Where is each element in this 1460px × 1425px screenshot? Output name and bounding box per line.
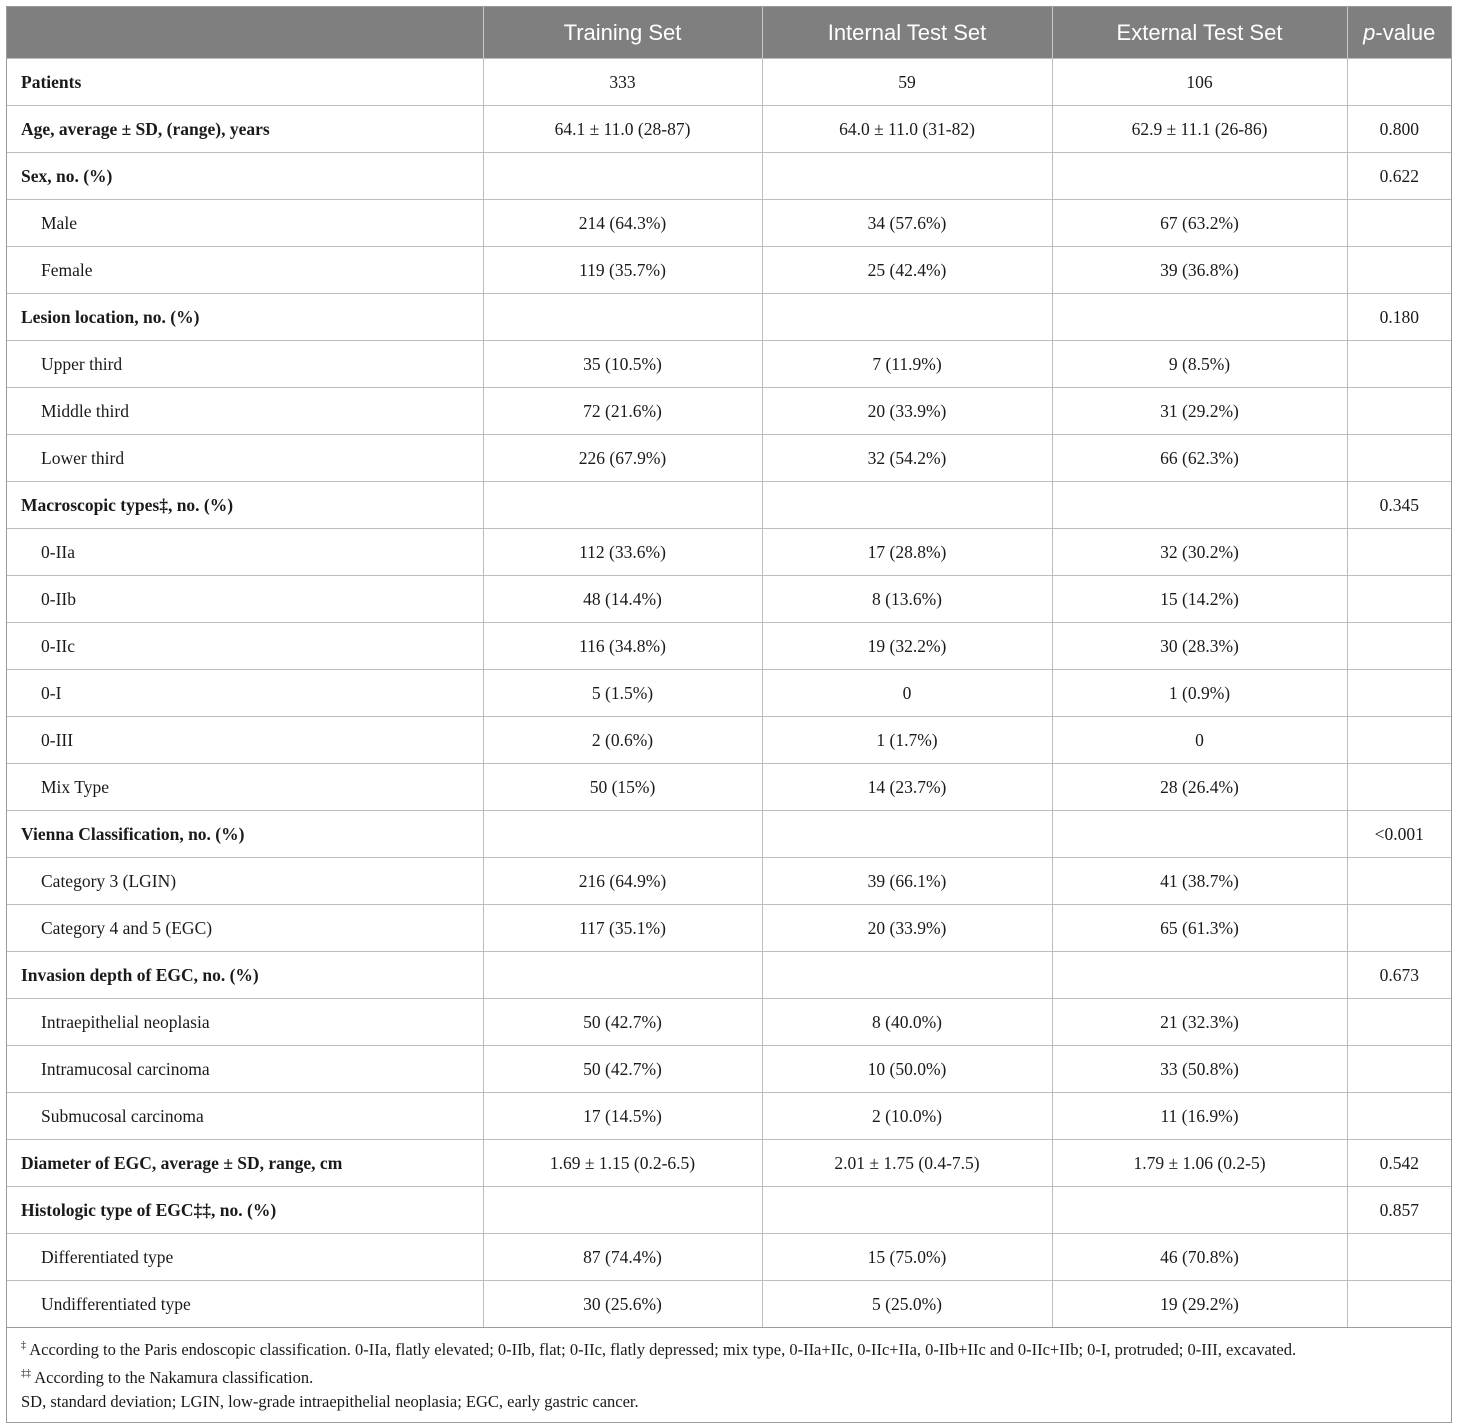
internal-test-set-value: 64.0 ± 11.0 (31-82) [762, 106, 1052, 153]
row-label: Intraepithelial neoplasia [7, 999, 483, 1046]
p-value [1347, 200, 1451, 247]
row-label: Histologic type of EGC‡‡, no. (%) [7, 1187, 483, 1234]
row-label: Intramucosal carcinoma [7, 1046, 483, 1093]
table-row [7, 200, 1451, 247]
p-value [1347, 623, 1451, 670]
table-row [7, 294, 1451, 341]
header-internal-test-set: Internal Test Set [762, 7, 1052, 59]
table-row [7, 1140, 1451, 1187]
row-label: Submucosal carcinoma [7, 1093, 483, 1140]
row-label: Mix Type [7, 764, 483, 811]
training-set-value [483, 952, 762, 999]
p-value: 0.180 [1347, 294, 1451, 341]
external-test-set-value: 33 (50.8%) [1052, 1046, 1347, 1093]
row-label: Patients [7, 59, 483, 106]
internal-test-set-value: 2.01 ± 1.75 (0.4-7.5) [762, 1140, 1052, 1187]
p-value [1347, 388, 1451, 435]
training-set-value: 64.1 ± 11.0 (28-87) [483, 106, 762, 153]
p-value [1347, 717, 1451, 764]
training-set-value: 50 (42.7%) [483, 999, 762, 1046]
external-test-set-value: 11 (16.9%) [1052, 1093, 1347, 1140]
p-value [1347, 1234, 1451, 1281]
p-value [1347, 999, 1451, 1046]
internal-test-set-value: 5 (25.0%) [762, 1281, 1052, 1328]
header-external-test-set: External Test Set [1052, 7, 1347, 59]
p-value: 0.857 [1347, 1187, 1451, 1234]
internal-test-set-value: 14 (23.7%) [762, 764, 1052, 811]
external-test-set-value: 28 (26.4%) [1052, 764, 1347, 811]
table-row [7, 247, 1451, 294]
p-value [1347, 764, 1451, 811]
internal-test-set-value: 59 [762, 59, 1052, 106]
external-test-set-value: 0 [1052, 717, 1347, 764]
external-test-set-value [1052, 811, 1347, 858]
table-row [7, 106, 1451, 153]
training-set-value: 72 (21.6%) [483, 388, 762, 435]
training-set-value: 48 (14.4%) [483, 576, 762, 623]
table-row [7, 1046, 1451, 1093]
internal-test-set-value: 8 (40.0%) [762, 999, 1052, 1046]
footnote-mark: ‡‡ [21, 1368, 31, 1379]
internal-test-set-value: 32 (54.2%) [762, 435, 1052, 482]
external-test-set-value [1052, 153, 1347, 200]
p-value [1347, 529, 1451, 576]
external-test-set-value: 62.9 ± 11.1 (26-86) [1052, 106, 1347, 153]
training-set-value: 116 (34.8%) [483, 623, 762, 670]
training-set-value: 17 (14.5%) [483, 1093, 762, 1140]
p-value: <0.001 [1347, 811, 1451, 858]
p-value: 0.622 [1347, 153, 1451, 200]
internal-test-set-value: 17 (28.8%) [762, 529, 1052, 576]
external-test-set-value [1052, 952, 1347, 999]
p-value [1347, 576, 1451, 623]
training-set-value [483, 294, 762, 341]
internal-test-set-value [762, 482, 1052, 529]
table-row [7, 482, 1451, 529]
training-set-value [483, 1187, 762, 1234]
table-row [7, 623, 1451, 670]
training-set-value: 50 (42.7%) [483, 1046, 762, 1093]
row-label: Vienna Classification, no. (%) [7, 811, 483, 858]
row-label: Undifferentiated type [7, 1281, 483, 1328]
internal-test-set-value: 15 (75.0%) [762, 1234, 1052, 1281]
external-test-set-value: 1 (0.9%) [1052, 670, 1347, 717]
row-label: Male [7, 200, 483, 247]
external-test-set-value: 9 (8.5%) [1052, 341, 1347, 388]
table-row [7, 1093, 1451, 1140]
training-set-value: 1.69 ± 1.15 (0.2-6.5) [483, 1140, 762, 1187]
training-set-value [483, 811, 762, 858]
external-test-set-value: 66 (62.3%) [1052, 435, 1347, 482]
row-label: Sex, no. (%) [7, 153, 483, 200]
footnote-text: According to the Nakamura classification. [31, 1368, 314, 1387]
training-set-value: 214 (64.3%) [483, 200, 762, 247]
p-value [1347, 905, 1451, 952]
internal-test-set-value: 8 (13.6%) [762, 576, 1052, 623]
header-p-italic: p [1363, 19, 1376, 45]
training-set-value: 2 (0.6%) [483, 717, 762, 764]
external-test-set-value: 46 (70.8%) [1052, 1234, 1347, 1281]
table-row [7, 153, 1451, 200]
row-label: 0-IIb [7, 576, 483, 623]
p-value [1347, 1046, 1451, 1093]
training-set-value: 50 (15%) [483, 764, 762, 811]
training-set-value [483, 482, 762, 529]
p-value [1347, 59, 1451, 106]
external-test-set-value: 30 (28.3%) [1052, 623, 1347, 670]
training-set-value: 216 (64.9%) [483, 858, 762, 905]
footnotes [7, 1327, 1451, 1422]
internal-test-set-value [762, 811, 1052, 858]
training-set-value: 117 (35.1%) [483, 905, 762, 952]
table-row [7, 1234, 1451, 1281]
p-value: 0.345 [1347, 482, 1451, 529]
header-characteristic [7, 7, 483, 59]
external-test-set-value: 41 (38.7%) [1052, 858, 1347, 905]
footnote-mark: ‡ [21, 1340, 26, 1351]
internal-test-set-value [762, 1187, 1052, 1234]
p-value [1347, 1093, 1451, 1140]
external-test-set-value: 32 (30.2%) [1052, 529, 1347, 576]
footnote-paris [21, 1334, 1437, 1362]
training-set-value: 226 (67.9%) [483, 435, 762, 482]
patient-characteristics-table [7, 7, 1451, 1327]
training-set-value [483, 153, 762, 200]
footnote-nakamura [21, 1362, 1437, 1390]
table-row [7, 811, 1451, 858]
internal-test-set-value: 10 (50.0%) [762, 1046, 1052, 1093]
row-label: Lower third [7, 435, 483, 482]
p-value [1347, 341, 1451, 388]
table-row [7, 670, 1451, 717]
row-label: Age, average ± SD, (range), years [7, 106, 483, 153]
p-value [1347, 670, 1451, 717]
external-test-set-value: 21 (32.3%) [1052, 999, 1347, 1046]
external-test-set-value [1052, 294, 1347, 341]
internal-test-set-value: 1 (1.7%) [762, 717, 1052, 764]
external-test-set-value: 1.79 ± 1.06 (0.2-5) [1052, 1140, 1347, 1187]
internal-test-set-value [762, 952, 1052, 999]
internal-test-set-value: 20 (33.9%) [762, 388, 1052, 435]
external-test-set-value: 19 (29.2%) [1052, 1281, 1347, 1328]
external-test-set-value [1052, 1187, 1347, 1234]
table-row [7, 59, 1451, 106]
external-test-set-value: 67 (63.2%) [1052, 200, 1347, 247]
p-value: 0.673 [1347, 952, 1451, 999]
header-p-rest: -value [1375, 19, 1436, 45]
row-label: Macroscopic types‡, no. (%) [7, 482, 483, 529]
table-row [7, 858, 1451, 905]
table-row [7, 952, 1451, 999]
internal-test-set-value: 25 (42.4%) [762, 247, 1052, 294]
header-p-value [1347, 7, 1451, 59]
training-set-value: 35 (10.5%) [483, 341, 762, 388]
row-label: Upper third [7, 341, 483, 388]
row-label: 0-III [7, 717, 483, 764]
internal-test-set-value: 0 [762, 670, 1052, 717]
external-test-set-value [1052, 482, 1347, 529]
footnote-text: According to the Paris endoscopic classification. 0-IIa, flatly elevated; 0-IIb, flat; 0-IIc, flatly depressed; mix type, 0-IIa+IIc, 0-IIc+IIa, 0-IIb+IIc and 0-IIc+IIb; 0-I, protruded; 0-III, excavated. [26, 1340, 1297, 1359]
table-row [7, 1281, 1451, 1328]
internal-test-set-value: 20 (33.9%) [762, 905, 1052, 952]
external-test-set-value: 31 (29.2%) [1052, 388, 1347, 435]
table-row [7, 576, 1451, 623]
training-set-value: 30 (25.6%) [483, 1281, 762, 1328]
row-label: 0-IIa [7, 529, 483, 576]
p-value: 0.542 [1347, 1140, 1451, 1187]
external-test-set-value: 39 (36.8%) [1052, 247, 1347, 294]
internal-test-set-value: 34 (57.6%) [762, 200, 1052, 247]
internal-test-set-value: 19 (32.2%) [762, 623, 1052, 670]
p-value [1347, 858, 1451, 905]
table-row [7, 999, 1451, 1046]
p-value: 0.800 [1347, 106, 1451, 153]
table-row [7, 764, 1451, 811]
table-row [7, 341, 1451, 388]
internal-test-set-value [762, 153, 1052, 200]
footnote-abbreviations: SD, standard deviation; LGIN, low-grade intraepithelial neoplasia; EGC, early gastric cancer. [21, 1392, 639, 1411]
training-set-value: 112 (33.6%) [483, 529, 762, 576]
p-value [1347, 435, 1451, 482]
training-set-value: 87 (74.4%) [483, 1234, 762, 1281]
table-container [6, 6, 1452, 1423]
header-row [7, 7, 1451, 59]
row-label: Invasion depth of EGC, no. (%) [7, 952, 483, 999]
table-row [7, 435, 1451, 482]
external-test-set-value: 65 (61.3%) [1052, 905, 1347, 952]
internal-test-set-value: 2 (10.0%) [762, 1093, 1052, 1140]
table-row [7, 388, 1451, 435]
training-set-value: 333 [483, 59, 762, 106]
row-label: Category 3 (LGIN) [7, 858, 483, 905]
training-set-value: 5 (1.5%) [483, 670, 762, 717]
row-label: 0-IIc [7, 623, 483, 670]
internal-test-set-value [762, 294, 1052, 341]
p-value [1347, 247, 1451, 294]
row-label: Female [7, 247, 483, 294]
row-label: Category 4 and 5 (EGC) [7, 905, 483, 952]
row-label: 0-I [7, 670, 483, 717]
table-row [7, 529, 1451, 576]
header-training-set: Training Set [483, 7, 762, 59]
row-label: Middle third [7, 388, 483, 435]
internal-test-set-value: 7 (11.9%) [762, 341, 1052, 388]
table-body [7, 59, 1451, 1328]
row-label: Differentiated type [7, 1234, 483, 1281]
external-test-set-value: 106 [1052, 59, 1347, 106]
training-set-value: 119 (35.7%) [483, 247, 762, 294]
table-row [7, 717, 1451, 764]
table-row [7, 905, 1451, 952]
internal-test-set-value: 39 (66.1%) [762, 858, 1052, 905]
p-value [1347, 1281, 1451, 1328]
row-label: Lesion location, no. (%) [7, 294, 483, 341]
row-label: Diameter of EGC, average ± SD, range, cm [7, 1140, 483, 1187]
table-row [7, 1187, 1451, 1234]
external-test-set-value: 15 (14.2%) [1052, 576, 1347, 623]
